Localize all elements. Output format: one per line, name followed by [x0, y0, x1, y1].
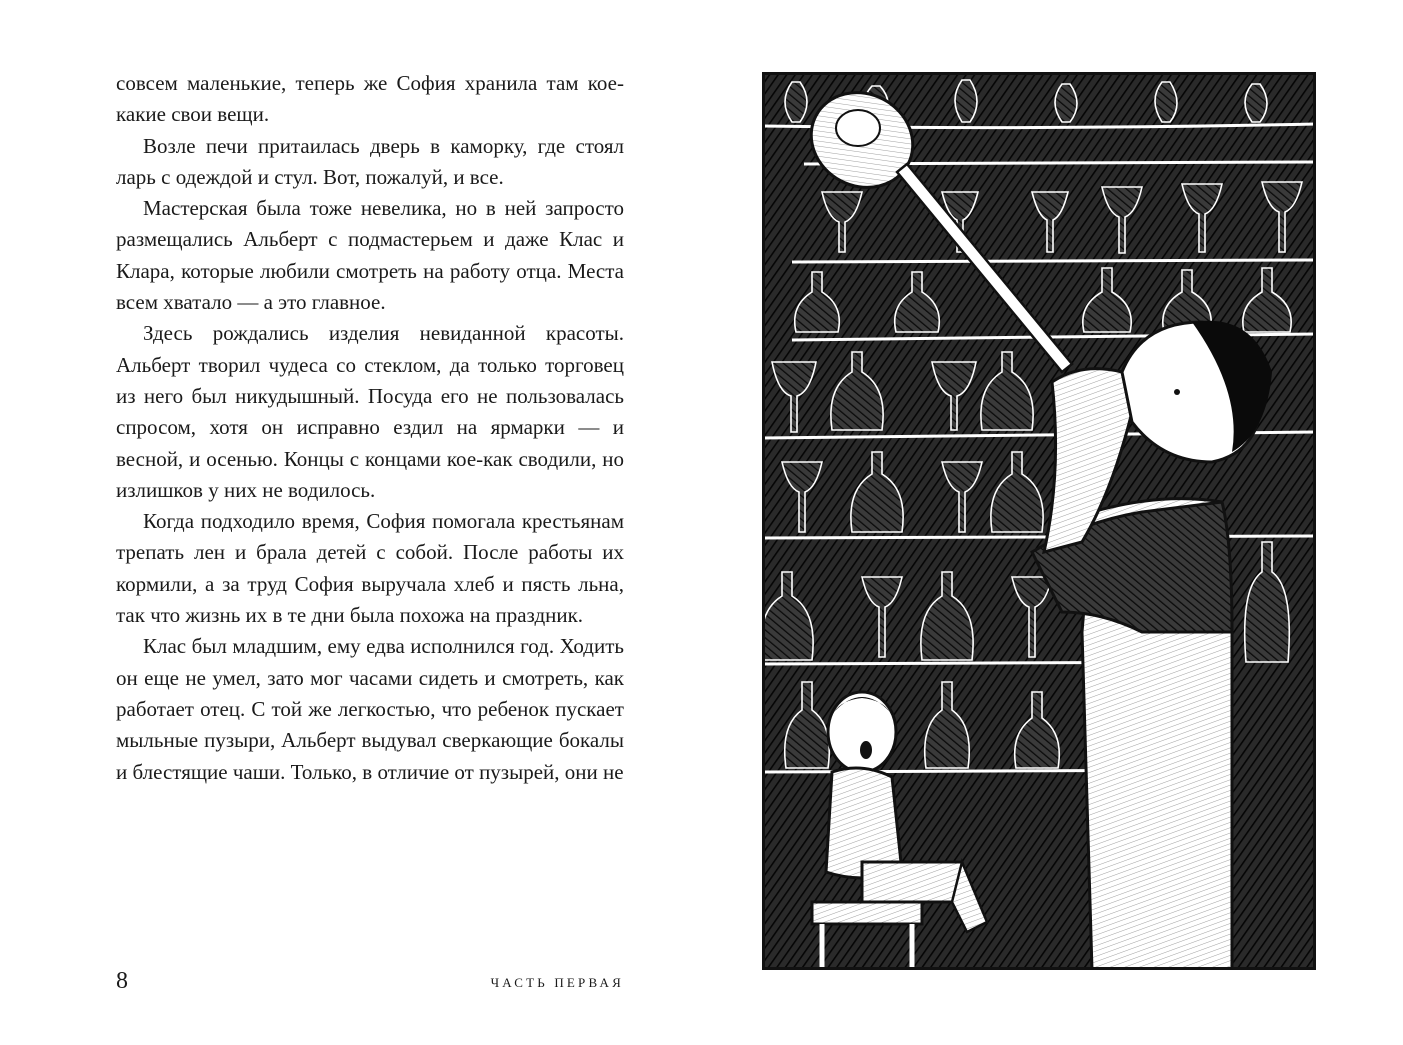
left-page: [0, 0, 700, 1045]
paragraph-5: Когда подходило время, София помогала крестьянам трепать лен и брала детей с собой. После работы их кормили, а за труд София выручала хлеб и пясть льна, так что жизнь их в те дни была похожа на праздник.: [116, 509, 624, 628]
illustration-drawing: [762, 72, 1316, 970]
paragraph-1: совсем маленькие, теперь же София хранила там кое-какие свои вещи.: [116, 71, 624, 127]
paragraph-3: Мастерская была тоже невелика, но в ней запросто размещались Альберт с подмастерьем и даже Клас и Клара, которые любили смотреть на работу отца. Места всем хватало — а это главное.: [116, 196, 624, 315]
body-text: [116, 68, 624, 788]
glassblower-illustration: [762, 72, 1316, 970]
paragraph-2: Возле печи притаилась дверь в каморку, где стоял ларь с одеждой и стул. Вот, пожалуй, и все.: [116, 133, 624, 189]
running-head: ЧАСТЬ ПЕРВАЯ: [490, 975, 624, 990]
paragraph-6: Клас был младшим, ему едва исполнился год. Ходить он еще не умел, зато мог часами сидеть и смотреть, как работает отец. С той же легкостью, что ребенок пускает мыльные пузыри, Альберт выдувал сверкающие бокалы и блестящие чаши. Только, в отличие от пузырей, они не: [116, 634, 624, 784]
paragraph-4: Здесь рождались изделия невиданной красоты. Альберт творил чудеса со стеклом, да только торговец из него был никудышный. Посуда его не пользовалась спросом, хотя он исправно ездил на ярмарки — и весной, и осенью. Концы с концами кое-как сводили, но излишков у них не водилось.: [116, 321, 624, 502]
page-number: 8: [116, 968, 128, 994]
